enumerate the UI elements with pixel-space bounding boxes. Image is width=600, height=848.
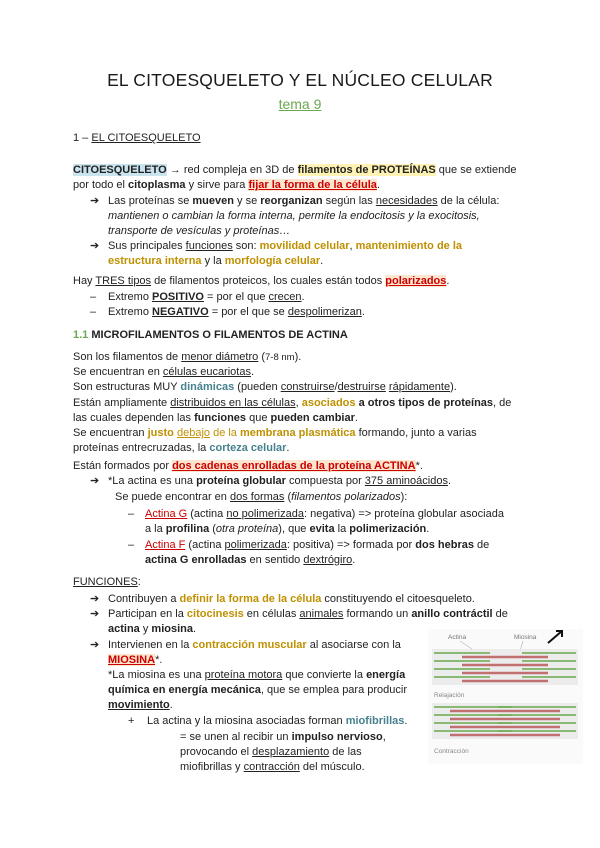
contracted-sarcomere: [432, 703, 578, 739]
actina-g: Actina G (actina no polimerizada: negativa) => proteína globular asociada: [145, 508, 504, 520]
label-miosina: Miosina: [514, 634, 537, 641]
func-2: Participan en la citocinesis en células animales formando un anillo contráctil de: [108, 608, 508, 620]
bullet-text-cont: mantienen o cambian la forma interna, permite la endocitosis y la exocitosis,: [108, 210, 480, 222]
micro-line-3: Son estructuras MUY dinámicas (pueden construirse/destruirse rápidamente).: [73, 381, 457, 393]
miosina-line-2: química en energía mecánica, que se emplea para producir: [108, 684, 408, 696]
bullet-arrow-icon: ➔: [90, 593, 100, 605]
micro-line-6: Se encuentran justo debajo de la membrana plasmática formando, junto a varias: [73, 427, 477, 439]
extremo-positivo: Extremo POSITIVO = por el que crecen.: [108, 291, 305, 303]
funciones-heading: FUNCIONES:: [73, 576, 141, 588]
intro-line-1: CITOESQUELETO → red compleja en 3D de filamentos de PROTEÍNAS que se extiende: [73, 164, 517, 176]
impulso-line-2: provocando el desplazamiento de las: [180, 746, 362, 758]
impulso-line-3: miofibrillas y contracción del músculo.: [180, 761, 365, 773]
bullet-arrow-icon: ➔: [90, 475, 100, 487]
bullet-arrow-icon: ➔: [90, 240, 100, 252]
dash-icon: –: [128, 539, 135, 551]
bullet-text: Las proteínas se mueven y se reorganizan según las necesidades de la célula:: [108, 195, 500, 207]
micro-line-8: Están formados por dos cadenas enrolladas de la proteína ACTINA*.: [73, 460, 423, 472]
bullet-arrow-icon: ➔: [90, 639, 100, 651]
extremo-negativo: Extremo NEGATIVO = por el que se despolimerizan.: [108, 306, 365, 318]
plus-icon: +: [128, 715, 135, 727]
bullet-text: Sus principales funciones son: movilidad celular, mantenimiento de la: [108, 240, 463, 252]
section-heading-1-1: 1.1 MICROFILAMENTOS O FILAMENTOS DE ACTINA: [73, 329, 348, 341]
dash-icon: –: [90, 291, 97, 303]
dash-icon: –: [90, 306, 97, 318]
page-title: EL CITOESQUELETO Y EL NÚCLEO CELULAR: [107, 70, 493, 90]
func-3-cont: MIOSINA*.: [108, 654, 163, 666]
miosina-line-3: movimiento.: [108, 699, 173, 711]
actina-line-1: *La actina es una proteína globular compuesta por 375 aminoácidos.: [108, 475, 452, 487]
micro-line-1: Son los filamentos de menor diámetro (7-8 nm).: [73, 351, 302, 363]
intro-line-2: por todo el citoplasma y sirve para fijar la forma de la célula.: [73, 179, 380, 191]
miosina-line-1: *La miosina es una proteína motora que convierte la energía: [108, 669, 406, 681]
func-1: Contribuyen a definir la forma de la célula constituyendo el citoesqueleto.: [108, 593, 475, 605]
miofibrillas-line: La actina y la miosina asociadas forman miofibrillas.: [147, 715, 408, 727]
label-actina: Actina: [448, 634, 467, 641]
micro-line-2: Se encuentran en células eucariotas.: [73, 366, 255, 378]
label-relajacion: Relajación: [434, 692, 465, 699]
bullet-text-cont: estructura interna y la morfología celular.: [108, 255, 324, 267]
bullet-arrow-icon: ➔: [90, 195, 100, 207]
micro-line-7: proteínas entrecruzadas, la corteza celular.: [73, 442, 290, 454]
label-contraccion: Contracción: [434, 748, 469, 755]
micro-line-4: Están ampliamente distribuidos en las células, asociados a otros tipos de proteínas, de: [73, 397, 512, 409]
actina-line-2: Se puede encontrar en dos formas (filamentos polarizados):: [115, 491, 408, 503]
relaxed-sarcomere: [432, 649, 578, 685]
impulso-line-1: = se unen al recibir un impulso nervioso,: [180, 731, 386, 743]
func-2-cont: actina y miosina.: [108, 623, 197, 635]
tres-tipos-line: Hay TRES tipos de filamentos proteicos, los cuales están todos polarizados.: [73, 275, 450, 287]
actina-f-cont: actina G enrolladas en sentido dextrógiro.: [145, 554, 356, 566]
section-heading-1: 1 – EL CITOESQUELETO: [73, 132, 201, 144]
dash-icon: –: [128, 508, 135, 520]
page-subtitle: tema 9: [278, 96, 322, 112]
actina-f: Actina F (actina polimerizada: positiva) => formada por dos hebras de: [145, 539, 490, 551]
actina-g-cont: a la profilina (otra proteína), que evita la polimerización.: [145, 523, 430, 535]
bullet-text-cont: transporte de vesículas y proteínas…: [108, 225, 291, 237]
func-3: Intervienen en la contracción muscular al asociarse con la: [108, 639, 401, 651]
micro-line-5: las cuales dependen las funciones que pueden cambiar.: [73, 412, 358, 424]
sarcomere-figure: [428, 629, 583, 764]
bullet-arrow-icon: ➔: [90, 608, 100, 620]
